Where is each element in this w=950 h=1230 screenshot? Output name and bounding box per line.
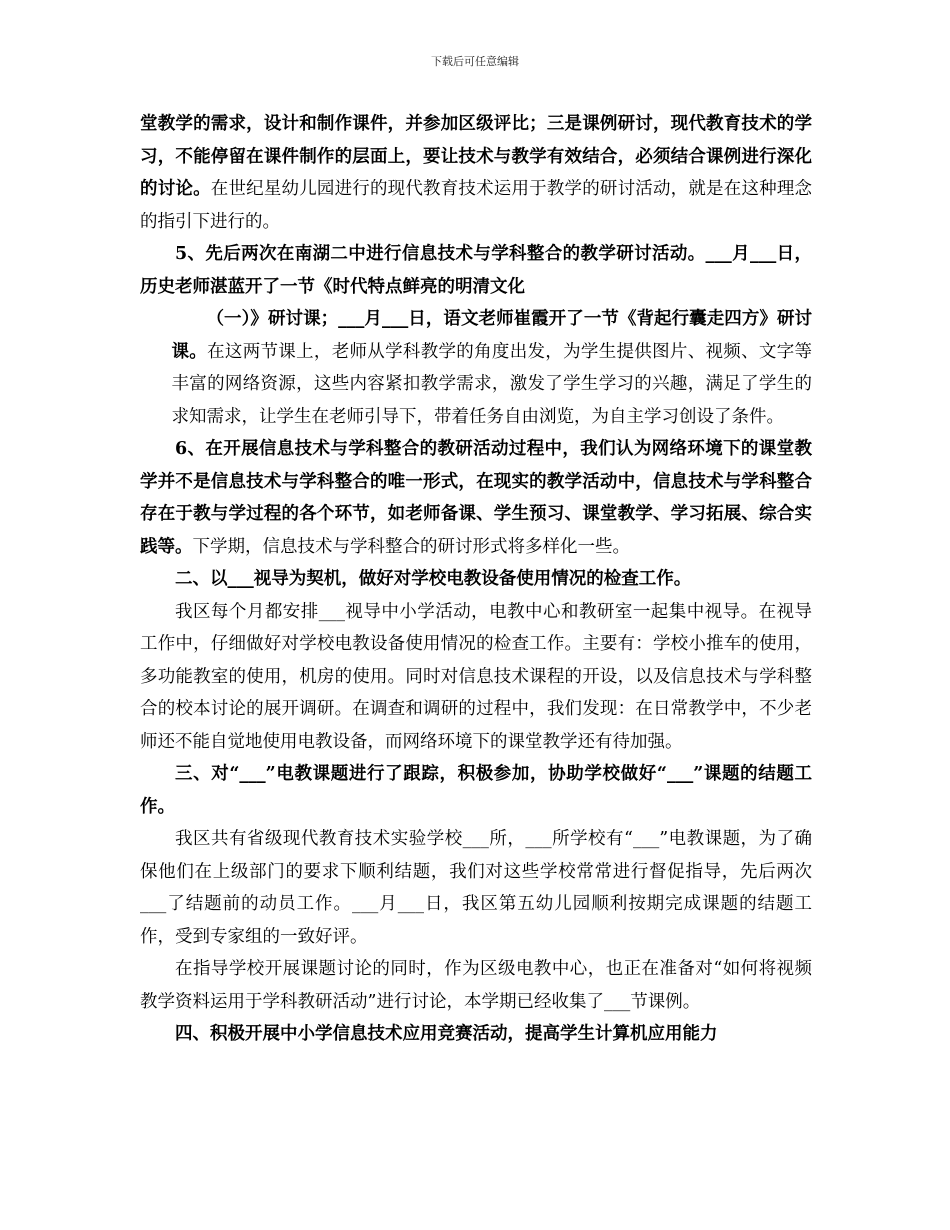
paragraph-bold-text: 6、在开展信息技术与学科整合的教研活动过程中，我们认为网络环境下的课堂教学并不是信息技术与学科整合的唯一形式，在现实的教学活动中，信息技术与学科整合存在于教与学过程的各个环节，如老师备课、学生预习、课堂教学、学习拓展、综合实践等。: [140, 439, 812, 557]
paragraph-item-6: [140, 433, 812, 563]
section-heading-4: [140, 1018, 812, 1051]
paragraph-text: 我区共有省级现代教育技术实验学校___所，___所学校有“___”电教课题，为了确保他们在上级部门的要求下顺利结题，我们对这些学校常常进行督促指导，先后两次___了结题前的动员工作。___月___日，我区第五幼儿园顺利按期完成课题的结题工作，受到专家组的一致好评。: [140, 829, 812, 947]
paragraph-bold-text: 5、先后两次在南湖二中进行信息技术与学科整合的教学研讨活动。___月___日，历史老师湛蓝开了一节《时代特点鲜亮的明清文化: [140, 244, 812, 297]
paragraph-item-5-continued: [140, 303, 812, 433]
section-heading-text: 二、以___视导为契机，做好对学校电教设备使用情况的检查工作。: [175, 569, 692, 589]
paragraph-text: 下学期，信息技术与学科整合的研讨形式将多样化一些。: [192, 536, 630, 557]
paragraph-text: 我区每个月都安排___视导中小学活动，电教中心和教研室一起集中视导。在视导工作中，仔细做好对学校电教设备使用情况的检查工作。主要有：学校小推车的使用，多功能教室的使用，机房的使用。同时对信息技术课程的开设，以及信息技术与学科整合的校本讨论的展开调研。在调查和调研的过程中，我们发现：在日常教学中，不少老师还不能自觉地使用电教设备，而网络环境下的课堂教学还有待加强。: [140, 601, 812, 752]
paragraph-text: 在指导学校开展课题讨论的同时，作为区级电教中心，也正在准备对“如何将视频教学资料运用于学科教研活动”进行讨论，本学期已经收集了___节课例。: [140, 959, 812, 1012]
paragraph-bold-text: 堂教学的需求，设计和制作课件，并参加区级评比；三是课例研讨，现代教育技术的学习，不能停留在课件制作的层面上，要让技术与教学有效结合，必须结合课例进行深化的讨论。: [140, 114, 812, 199]
paragraph-text: 在世纪星幼儿园进行的现代教育技术运用于教学的研讨活动，就是在这种理念的指引下进行的。: [140, 179, 813, 232]
paragraph-text: 在这两节课上，老师从学科教学的角度出发，为学生提供图片、视频、文字等丰富的网络资源，这些内容紧扣教学需求，激发了学生学习的兴趣，满足了学生的求知需求，让学生在老师引导下，带着任务自由浏览，为自主学习创设了条件。: [171, 341, 813, 427]
section-heading-3: [140, 758, 812, 823]
paragraph-inspection: [140, 596, 812, 759]
page-header-note: 下载后可任意编辑: [431, 55, 519, 68]
section-heading-text: 三、对“___”电教课题进行了跟踪，积极参加，协助学校做好“___”课题的结题工作。: [140, 764, 812, 817]
paragraph-video-research: [140, 953, 812, 1018]
paragraph-bold-text: （一）》研讨课；___月___日，语文老师崔霞开了一节《背起行囊走四方》研讨课。: [171, 309, 812, 362]
section-heading-text: 四、积极开展中小学信息技术应用竞赛活动，提高学生计算机应用能力: [175, 1024, 718, 1044]
paragraph-item-5: [140, 238, 812, 303]
section-heading-2: [140, 563, 812, 596]
document-body: [140, 108, 812, 1051]
paragraph-courseware-research: [140, 108, 812, 238]
paragraph-experimental-schools: [140, 823, 812, 953]
